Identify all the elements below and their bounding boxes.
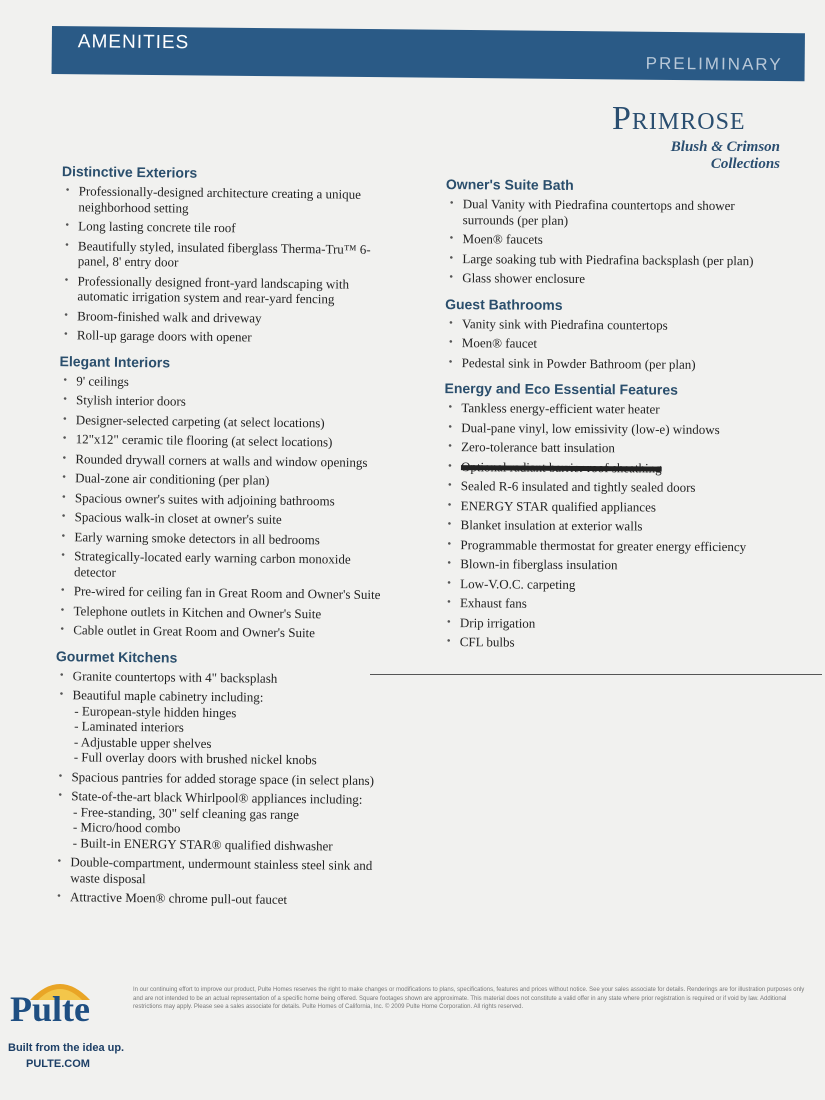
section-elegant-interiors — [46, 352, 389, 641]
disclaimer: In our continuing effort to improve our product, Pulte Homes reserves the right to make changes or modifications to plans, specifications, features and prices without notice. See your sales associate for details. Renderings are for illustration purposes only and are not intended to be an actual representation of a specific home being offered. Square footages shown are approximate. This material does not constitute a valid offer in any state where prior registration is required or if void by law. Additional restrictions may apply. Please see a sales associate for details. Pulte Homes of California, Inc. © 2009 Pulte Home Corporation. All rights reserved. — [133, 987, 805, 1010]
collections-subtitle — [600, 139, 780, 173]
list-item: • Stylish interior doors — [63, 392, 389, 411]
section-heading: Distinctive Exteriors — [61, 163, 198, 181]
list-item: • Double-compartment, undermount stainless steel sink and waste disposal — [57, 854, 383, 889]
list-item — [59, 687, 386, 768]
left-column — [43, 163, 392, 919]
list-item: • Designer-selected carpeting (at select locations) — [63, 412, 389, 431]
list-item: • Dual-zone air conditioning (per plan) — [62, 470, 388, 489]
list-item: • Dual Vanity with Piedrafina countertops and shower surrounds (per plan) — [450, 196, 776, 229]
sub-item: - Laminated interiors — [74, 718, 184, 735]
section-heading: Guest Bathrooms — [445, 295, 563, 313]
list-item: • CFL bulbs — [447, 634, 773, 652]
list-item: • 9' ceilings — [63, 373, 389, 392]
list-item-label: Beautiful maple cabinetry including: — [72, 687, 264, 705]
list-item: • Programmable thermostat for greater energy efficiency — [447, 537, 773, 555]
sub-item: - Full overlay doors with brushed nickel knobs — [73, 749, 317, 768]
subtitle-line-2: Collections — [710, 156, 780, 172]
section-guest-bathrooms — [435, 295, 776, 372]
list-item: • 12"x12" ceramic tile flooring (at select locations) — [63, 431, 389, 450]
list-item: • Roll-up garage doors with opener — [64, 327, 390, 346]
section-heading: Elegant Interiors — [59, 352, 171, 370]
section-divider — [370, 674, 822, 675]
website-link[interactable]: PULTE.COM — [26, 1058, 90, 1070]
right-column — [433, 176, 776, 662]
list-item: • Blanket insulation at exterior walls — [448, 517, 774, 535]
list-item: • Granite countertops with 4" backsplash — [60, 668, 386, 687]
list-item: • Exhaust fans — [447, 595, 773, 613]
sub-item: - Built-in ENERGY STAR® qualified dishwasher — [72, 834, 333, 853]
list-item: • Drip irrigation — [447, 615, 773, 633]
header-banner — [52, 26, 805, 81]
list-item: • Tankless energy-efficient water heater — [448, 400, 774, 418]
community-title: Primrose — [612, 100, 746, 137]
list-item: • Beautifully styled, insulated fiberglass Therma-Tru™ 6-panel, 8' entry door — [65, 238, 391, 273]
list-item: • Telephone outlets in Kitchen and Owner's Suite — [60, 603, 386, 622]
list-item: • Moen® faucet — [449, 335, 775, 353]
list-item: • Attractive Moen® chrome pull-out faucet — [57, 889, 383, 908]
subtitle-line-1: Blush & Crimson — [670, 139, 780, 155]
sub-item: - European-style hidden hinges — [74, 702, 237, 720]
section-heading: Gourmet Kitchens — [55, 647, 178, 666]
amenities-label: AMENITIES — [77, 31, 190, 54]
list-item-label: State-of-the-art black Whirlpool® appliances including: — [71, 788, 363, 807]
list-item: • Low-V.O.C. carpeting — [447, 576, 773, 594]
list-item: • Strategically-located early warning carbon monoxide detector — [61, 548, 387, 583]
tagline: Built from the idea up. — [8, 1042, 125, 1054]
struck-list-item: • Optional radiant barrier roof sheathing — [448, 459, 774, 477]
sub-item: - Adjustable upper shelves — [73, 733, 212, 751]
list-item — [58, 788, 385, 854]
list-item: • Pedestal sink in Powder Bathroom (per plan) — [449, 355, 775, 373]
list-item: • Sealed R-6 insulated and tightly sealed doors — [448, 478, 774, 496]
sub-item: - Micro/hood combo — [72, 819, 181, 836]
list-item: • Dual-pane vinyl, low emissivity (low-e) windows — [448, 420, 774, 438]
list-item: • ENERGY STAR qualified appliances — [448, 498, 774, 516]
section-heading: Owner's Suite Bath — [445, 176, 574, 193]
list-item: • Vanity sink with Piedrafina countertops — [449, 316, 775, 334]
list-item: • Spacious pantries for added storage space (in select plans) — [58, 769, 384, 788]
list-item: • Spacious walk-in closet at owner's suite — [62, 509, 388, 528]
section-owners-suite-bath — [435, 176, 776, 288]
sub-item: - Free-standing, 30" self cleaning gas range — [72, 803, 300, 822]
pulte-logo: Pulte — [10, 989, 90, 1029]
list-item: • Glass shower enclosure — [449, 270, 775, 288]
section-distinctive-exteriors — [50, 163, 392, 347]
list-item: • Zero-tolerance batt insulation — [448, 439, 774, 457]
section-heading: Energy and Eco Essential Features — [444, 380, 678, 398]
list-item: • Moen® faucets — [450, 231, 776, 249]
preliminary-label: PRELIMINARY — [645, 53, 783, 75]
list-item: • Pre-wired for ceiling fan in Great Room and Owner's Suite — [61, 583, 387, 602]
list-item: • Early warning smoke detectors in all bedrooms — [61, 529, 387, 548]
list-item: • Broom-finished walk and driveway — [64, 308, 390, 327]
list-item: • Large soaking tub with Piedrafina backsplash (per plan) — [449, 251, 775, 269]
list-item: • Rounded drywall corners at walls and window openings — [62, 451, 388, 470]
list-item: • Professionally-designed architecture creating a unique neighborhood setting — [65, 183, 391, 218]
list-item: • Professionally designed front-yard landscaping with automatic irrigation system and rear-yard fencing — [64, 273, 390, 308]
section-energy-eco — [433, 380, 775, 652]
list-item: • Blown-in fiberglass insulation — [447, 556, 773, 574]
list-item: • Spacious owner's suites with adjoining bathrooms — [62, 490, 388, 509]
list-item: • Cable outlet in Great Room and Owner's Suite — [60, 622, 386, 641]
list-item: • Long lasting concrete tile roof — [65, 218, 391, 237]
section-gourmet-kitchens — [43, 647, 386, 908]
